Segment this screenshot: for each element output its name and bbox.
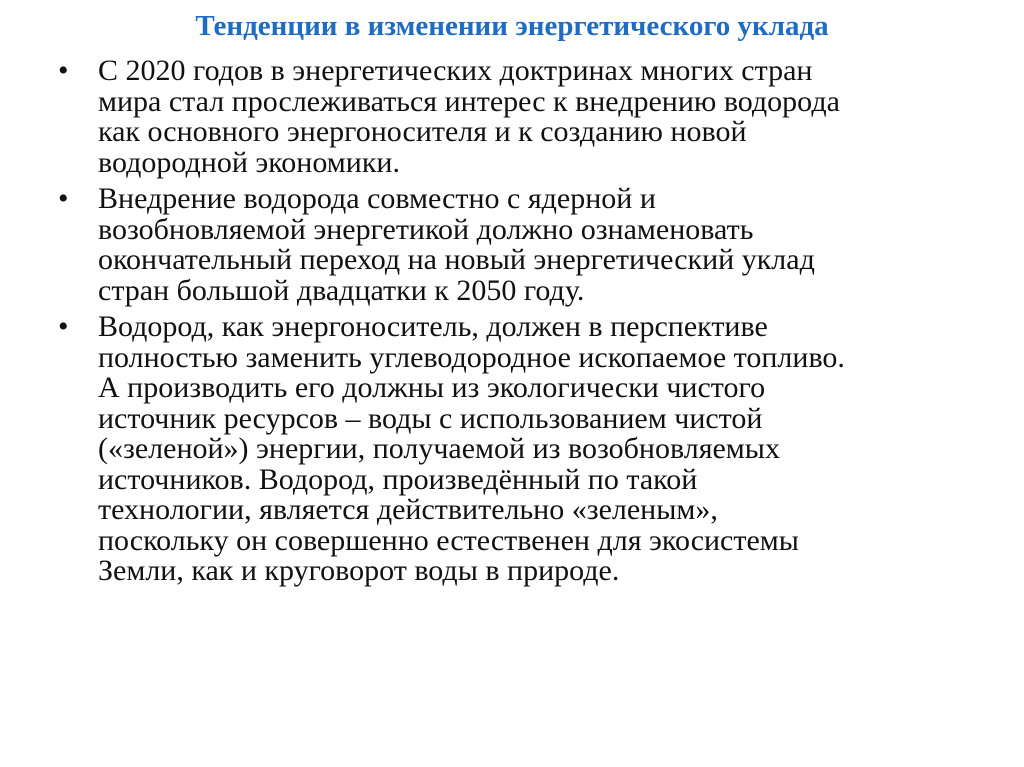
text-line: возобновляемой энергетикой должно ознаменовать bbox=[98, 212, 754, 246]
text-line: поскольку он совершенно естественен для экосистемы bbox=[98, 523, 799, 557]
text-line: Земли, как и круговорот воды в природе. bbox=[98, 554, 620, 587]
bullet-icon: • bbox=[58, 310, 69, 343]
text-line: стран большой двадцатки к 2050 году. bbox=[98, 273, 585, 307]
bullet-list bbox=[58, 56, 998, 593]
text-line: технологии, является действительно «зеленым», bbox=[98, 493, 718, 526]
text-line: источников. Водород, произведённый по такой bbox=[98, 462, 698, 496]
bullet-item-3 bbox=[58, 312, 998, 587]
text-line: С 2020 годов в энергетических доктринах многих стран bbox=[98, 54, 813, 87]
bullet-text-1 bbox=[98, 56, 998, 178]
text-line: А производить его должны из экологически чистого bbox=[98, 371, 766, 404]
text-line: Внедрение водорода совместно с ядерной и bbox=[98, 182, 656, 215]
text-line: полностью заменить углеводородное ископаемое топливо. bbox=[98, 340, 845, 374]
bullet-icon: • bbox=[58, 54, 69, 87]
text-line: мира стал прослеживаться интерес к внедрению водорода bbox=[98, 84, 840, 118]
bullet-text-3 bbox=[98, 312, 998, 587]
bullet-icon: • bbox=[58, 182, 69, 215]
bullet-text-2 bbox=[98, 184, 998, 306]
bullet-item-1 bbox=[58, 56, 998, 178]
text-line: источник ресурсов – воды с использованием чистой bbox=[98, 401, 763, 435]
slide-title: Тенденции в изменении энергетического уклада bbox=[195, 10, 829, 42]
text-line: окончательный переход на новый энергетический уклад bbox=[98, 243, 815, 276]
text-line: Водород, как энергоноситель, должен в перспективе bbox=[98, 310, 768, 343]
text-line: как основного энергоносителя и к созданию новой bbox=[98, 115, 747, 148]
text-line: («зеленой») энергии, получаемой из возобновляемых bbox=[98, 432, 780, 465]
bullet-item-2 bbox=[58, 184, 998, 306]
text-line: водородной экономики. bbox=[98, 145, 400, 179]
